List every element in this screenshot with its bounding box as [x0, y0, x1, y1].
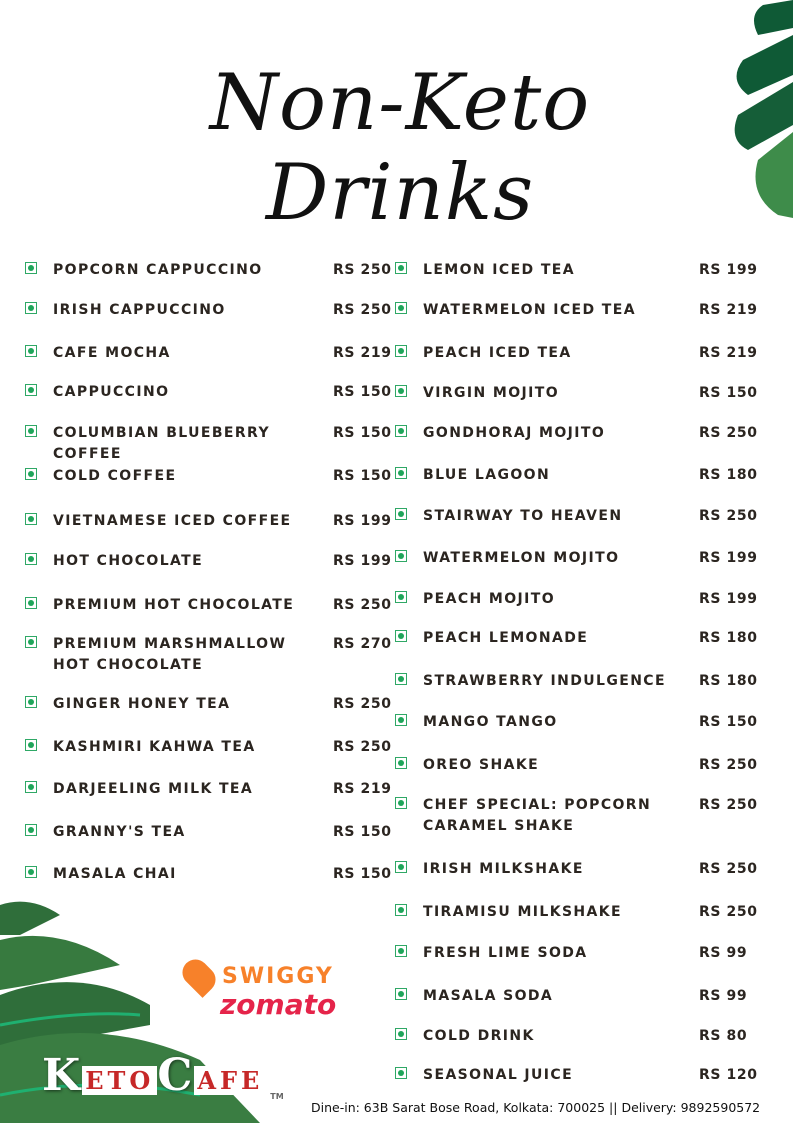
menu-item-name: GONDHORAJ MOJITO — [423, 425, 606, 441]
menu-item-price: RS 199 — [699, 550, 758, 566]
menu-item-name: COLD COFFEE — [53, 468, 177, 484]
menu-item-price: RS 150 — [333, 824, 392, 840]
menu-item-price: RS 250 — [699, 508, 758, 524]
veg-icon — [395, 861, 407, 873]
menu-item — [395, 755, 688, 776]
menu-item-price: RS 99 — [699, 988, 748, 1004]
veg-icon — [395, 385, 407, 397]
delivery-partner-logos — [186, 958, 336, 1021]
menu-item — [25, 343, 318, 364]
veg-icon — [395, 550, 407, 562]
menu-item-name: MASALA CHAI — [53, 866, 177, 882]
menu-item-name: OREO SHAKE — [423, 757, 540, 773]
menu-item — [395, 300, 688, 321]
veg-icon — [25, 781, 37, 793]
menu-item-price: RS 120 — [699, 1067, 758, 1083]
menu-item-name: GINGER HONEY TEA — [53, 696, 231, 712]
menu-item — [395, 1026, 688, 1047]
footer-contact: Dine-in: 63B Sarat Bose Road, Kolkata: 700025 || Delivery: 9892590572 — [311, 1100, 761, 1115]
menu-item — [25, 595, 318, 616]
menu-item — [25, 260, 318, 281]
menu-item-price: RS 250 — [333, 597, 392, 613]
menu-item-price: RS 180 — [699, 467, 758, 483]
menu-item — [25, 779, 318, 800]
menu-item-price: RS 250 — [333, 739, 392, 755]
veg-icon — [395, 988, 407, 1000]
menu-item — [25, 634, 318, 676]
veg-icon — [25, 425, 37, 437]
menu-item-price: RS 250 — [699, 425, 758, 441]
menu-item — [395, 383, 688, 404]
menu-item-name: MASALA SODA — [423, 988, 554, 1004]
menu-item-name: PREMIUM MARSHMALLOW HOT CHOCOLATE — [53, 636, 287, 673]
menu-item — [25, 466, 318, 487]
menu-item-name: STAIRWAY TO HEAVEN — [423, 508, 623, 524]
veg-icon — [395, 904, 407, 916]
menu-item-price: RS 150 — [333, 425, 392, 441]
veg-icon — [25, 468, 37, 480]
menu-item-price: RS 250 — [333, 302, 392, 318]
veg-icon — [395, 630, 407, 642]
menu-item — [395, 1065, 688, 1086]
menu-item-name: PEACH ICED TEA — [423, 345, 572, 361]
menu-item-name: CAFE MOCHA — [53, 345, 171, 361]
veg-icon — [395, 945, 407, 957]
menu-item — [395, 943, 688, 964]
menu-item-name: TIRAMISU MILKSHAKE — [423, 904, 622, 920]
menu-item-name: CAPPUCCINO — [53, 384, 170, 400]
menu-item-name: PREMIUM HOT CHOCOLATE — [53, 597, 295, 613]
menu-item-price: RS 250 — [333, 696, 392, 712]
menu-item-price: RS 250 — [699, 797, 758, 813]
menu-item-name: PEACH LEMONADE — [423, 630, 589, 646]
menu-item — [25, 864, 318, 885]
veg-icon — [25, 597, 37, 609]
menu-item-name: IRISH CAPPUCCINO — [53, 302, 226, 318]
page-title: Non-Keto Drinks — [209, 58, 591, 238]
menu-item-name: CHEF SPECIAL: POPCORN CARAMEL SHAKE — [423, 797, 652, 834]
menu-item — [395, 260, 688, 281]
veg-icon — [25, 739, 37, 751]
veg-icon — [25, 513, 37, 525]
veg-icon — [25, 345, 37, 357]
menu-item-name: MANGO TANGO — [423, 714, 558, 730]
menu-item — [25, 737, 318, 758]
veg-icon — [395, 508, 407, 520]
menu-item-price: RS 219 — [333, 781, 392, 797]
menu-item-price: RS 199 — [333, 513, 392, 529]
menu-item-name: COLD DRINK — [423, 1028, 535, 1044]
menu-item — [395, 902, 688, 923]
menu-item-name: HOT CHOCOLATE — [53, 553, 204, 569]
menu-item — [395, 423, 688, 444]
menu-item-name: VIETNAMESE ICED COFFEE — [53, 513, 292, 529]
veg-icon — [395, 345, 407, 357]
leaf-decoration-top-right — [723, 0, 793, 220]
menu-item — [395, 712, 688, 733]
menu-item-price: RS 99 — [699, 945, 748, 961]
menu-item-price: RS 219 — [333, 345, 392, 361]
veg-icon — [25, 636, 37, 648]
menu-item — [25, 694, 318, 715]
menu-item-name: KASHMIRI KAHWA TEA — [53, 739, 256, 755]
menu-item — [395, 671, 688, 692]
menu-item — [395, 986, 688, 1007]
menu-item-price: RS 199 — [333, 553, 392, 569]
menu-item — [395, 548, 688, 569]
menu-item-price: RS 150 — [699, 714, 758, 730]
menu-item — [395, 465, 688, 486]
menu-item-name: BLUE LAGOON — [423, 467, 551, 483]
veg-icon — [395, 714, 407, 726]
menu-item-name: WATERMELON MOJITO — [423, 550, 620, 566]
veg-icon — [25, 302, 37, 314]
menu-item-price: RS 250 — [699, 904, 758, 920]
menu-item-name: GRANNY'S TEA — [53, 824, 186, 840]
veg-icon — [395, 673, 407, 685]
menu-item-price: RS 150 — [699, 385, 758, 401]
menu-item-price: RS 180 — [699, 630, 758, 646]
menu-item — [25, 423, 318, 465]
veg-icon — [25, 866, 37, 878]
menu-item — [395, 628, 688, 649]
menu-item-price: RS 199 — [699, 262, 758, 278]
veg-icon — [395, 425, 407, 437]
menu-item — [25, 511, 318, 532]
menu-item-price: RS 250 — [699, 757, 758, 773]
menu-item — [395, 795, 688, 837]
menu-item-price: RS 250 — [333, 262, 392, 278]
veg-icon — [25, 262, 37, 274]
menu-item-name: FRESH LIME SODA — [423, 945, 588, 961]
menu-item — [395, 589, 688, 610]
menu-item — [395, 343, 688, 364]
menu-item-name: POPCORN CAPPUCCINO — [53, 262, 263, 278]
swiggy-logo: SWIGGY — [222, 963, 334, 989]
menu-item-price: RS 150 — [333, 468, 392, 484]
menu-item-price: RS 219 — [699, 302, 758, 318]
menu-item-price: RS 270 — [333, 636, 392, 652]
menu-item-name: SEASONAL JUICE — [423, 1067, 574, 1083]
veg-icon — [25, 553, 37, 565]
menu-item-price: RS 150 — [333, 866, 392, 882]
veg-icon — [395, 467, 407, 479]
menu-item — [25, 551, 318, 572]
menu-item — [25, 822, 318, 843]
menu-item-price: RS 250 — [699, 861, 758, 877]
menu-item — [395, 859, 688, 880]
menu-item-price: RS 199 — [699, 591, 758, 607]
keto-cafe-logo: K ETO C AFE TM — [42, 1050, 284, 1101]
menu-item-name: LEMON ICED TEA — [423, 262, 575, 278]
menu-item-price: RS 80 — [699, 1028, 748, 1044]
veg-icon — [395, 591, 407, 603]
menu-item-price: RS 219 — [699, 345, 758, 361]
menu-item-price: RS 180 — [699, 673, 758, 689]
menu-item — [25, 382, 318, 403]
menu-item-name: STRAWBERRY INDULGENCE — [423, 673, 666, 689]
menu-item-name: IRISH MILKSHAKE — [423, 861, 584, 877]
veg-icon — [395, 1067, 407, 1079]
menu-item-name: PEACH MOJITO — [423, 591, 556, 607]
menu-item-name: VIRGIN MOJITO — [423, 385, 560, 401]
veg-icon — [25, 824, 37, 836]
veg-icon — [395, 757, 407, 769]
menu-item-name: WATERMELON ICED TEA — [423, 302, 636, 318]
veg-icon — [25, 696, 37, 708]
veg-icon — [395, 302, 407, 314]
zomato-logo: zomato — [220, 988, 337, 1021]
veg-icon — [395, 797, 407, 809]
veg-icon — [395, 1028, 407, 1040]
menu-item-name: COLUMBIAN BLUEBERRY COFFEE — [53, 425, 270, 462]
veg-icon — [395, 262, 407, 274]
menu-item-name: DARJEELING MILK TEA — [53, 781, 254, 797]
menu-item — [25, 300, 318, 321]
veg-icon — [25, 384, 37, 396]
menu-item — [395, 506, 688, 527]
menu-item-price: RS 150 — [333, 384, 392, 400]
